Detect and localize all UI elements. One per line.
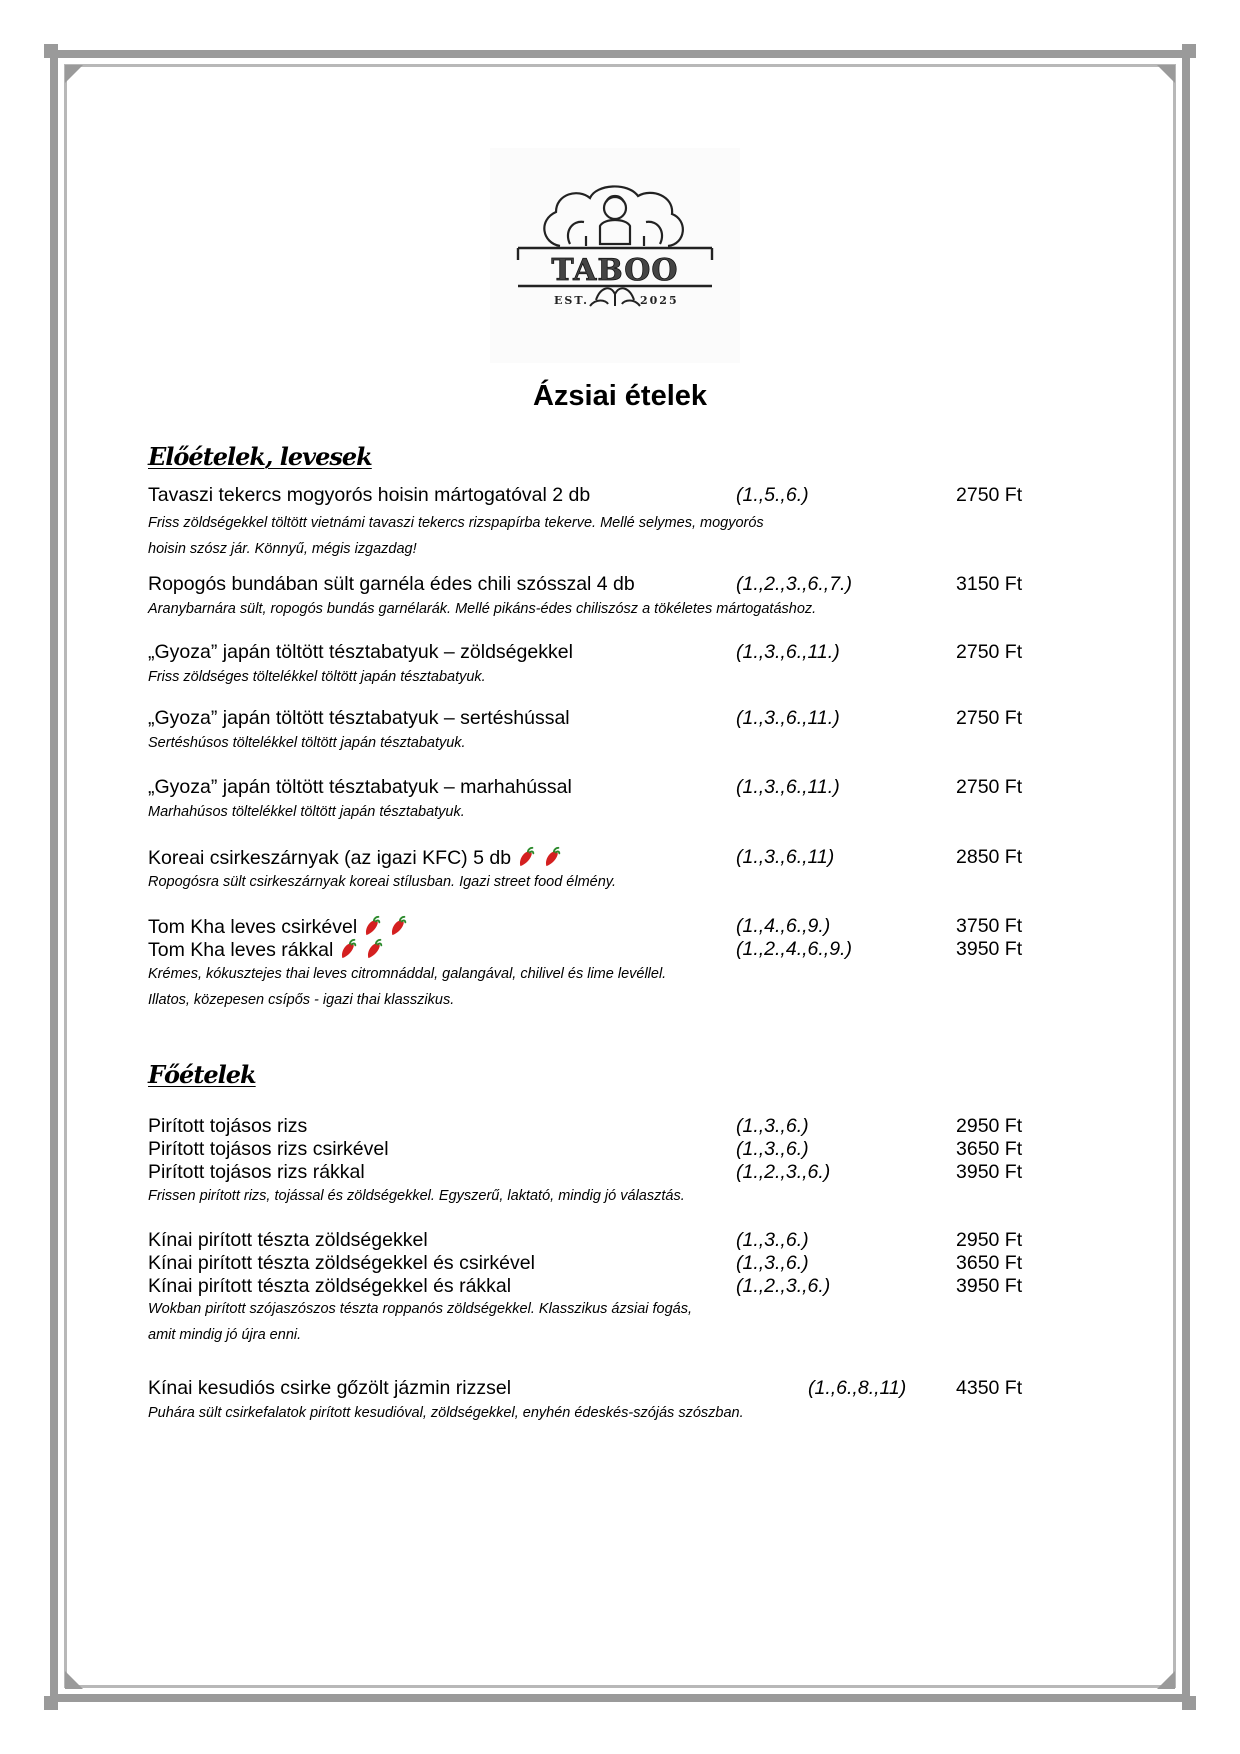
menu-item-name — [148, 573, 635, 596]
page-title: Ázsiai ételek — [532, 380, 708, 412]
menu-item-name — [148, 707, 570, 730]
section-heading — [148, 1060, 256, 1089]
menu-item-name-text: Pirított tojásos rizs rákkal — [148, 1161, 365, 1183]
description-line: Marhahúsos töltelékkel töltött japán tésztabatyuk. — [148, 804, 465, 820]
menu-item-name — [148, 846, 563, 870]
description-line: amit mindig jó újra enni. — [148, 1327, 302, 1343]
menu-item-name — [148, 1252, 535, 1275]
menu-item-description — [148, 799, 948, 825]
menu-item-description — [148, 730, 948, 756]
description-line: Puhára sült csirkefalatok pirított kesudióval, zöldségekkel, enyhén édeskés-szójás szószban. — [148, 1405, 744, 1421]
menu-item-price: 3950 Ft — [956, 938, 1023, 960]
menu-item-description — [148, 1296, 948, 1348]
menu-item-name — [148, 1115, 307, 1138]
menu-item — [148, 484, 1028, 510]
logo-est: EST. — [554, 294, 589, 307]
menu-item-name-text: Pirított tojásos rizs csirkével — [148, 1138, 389, 1160]
menu-item-price: 3150 Ft — [956, 573, 1023, 595]
menu-item-name-text: Tom Kha leves csirkével — [148, 916, 358, 938]
menu-item-price: 2750 Ft — [956, 707, 1023, 729]
menu-item-name-text: Pirított tojásos rizs — [148, 1115, 308, 1137]
chili-pepper-icon — [361, 915, 383, 937]
menu-item-allergens: (1.,3.,6.,11) — [736, 846, 835, 868]
chili-pepper-icon — [387, 915, 409, 937]
menu-item-allergens: (1.,5.,6.) — [736, 484, 809, 506]
menu-item-name — [148, 1377, 511, 1400]
menu-item-price: 2750 Ft — [956, 484, 1023, 506]
description-line: Ropogósra sült csirkeszárnyak koreai stílusban. Igazi street food élmény. — [148, 874, 616, 890]
menu-item-name-text: Kínai pirított tészta zöldségekkel és rákkal — [148, 1275, 512, 1297]
description-line: Sertéshúsos töltelékkel töltött japán tésztabatyuk. — [148, 735, 466, 751]
menu-item-name — [148, 776, 572, 799]
section-heading-text: Főételek — [148, 1060, 256, 1089]
menu-item-allergens: (1.,2.,3.,6.) — [736, 1161, 831, 1183]
menu-item-name-text: Kínai pirított tészta zöldségekkel és csirkével — [148, 1252, 535, 1274]
description-line: Illatos, közepesen csípős - igazi thai klasszikus. — [148, 992, 455, 1008]
description-line: Wokban pirított szójaszószos tészta roppanós zöldségekkel. Klasszikus ázsiai fogás, — [148, 1301, 693, 1317]
description-line: Friss zöldséges töltelékkel töltött japán tésztabatyuk. — [148, 669, 486, 685]
menu-item-name — [148, 1161, 365, 1184]
section-heading — [148, 442, 372, 471]
menu-item-price: 2850 Ft — [956, 846, 1023, 868]
menu-item-allergens: (1.,3.,6.,11.) — [736, 707, 840, 729]
menu-item-name-text: Tavaszi tekercs mogyorós hoisin mártogatóval 2 db — [148, 484, 591, 506]
frame-corner-triangle — [1157, 1671, 1175, 1689]
menu-item-price: 3650 Ft — [956, 1138, 1023, 1160]
chili-pepper-icon — [337, 938, 359, 960]
menu-item-name-text: „Gyoza” japán töltött tésztabatyuk – sertéshússal — [148, 707, 570, 729]
menu-item-name — [148, 1138, 389, 1161]
menu-item-price: 3650 Ft — [956, 1252, 1023, 1274]
description-line: Aranybarnára sült, ropogós bundás garnélarák. Mellé pikáns-édes chiliszósz a tökéletes mártogatáshoz. — [148, 601, 817, 617]
menu-item-name-text: „Gyoza” japán töltött tésztabatyuk – marhahússal — [148, 776, 572, 798]
frame-corner-triangle — [65, 65, 83, 83]
frame-corner-triangle — [1157, 65, 1175, 83]
menu-item-description — [148, 664, 948, 690]
menu-item-allergens: (1.,2.,3.,6.) — [736, 1275, 831, 1297]
menu-item-name — [148, 641, 573, 664]
frame-corner-triangle — [65, 1671, 83, 1689]
menu-item-price: 2750 Ft — [956, 776, 1023, 798]
menu-item-name-text: Kínai pirított tészta zöldségekkel — [148, 1229, 428, 1251]
menu-item-name — [148, 484, 590, 507]
menu-item-price: 2750 Ft — [956, 641, 1023, 663]
menu-item-allergens: (1.,3.,6.) — [736, 1115, 809, 1137]
menu-item-description — [148, 510, 948, 562]
menu-item-allergens: (1.,3.,6.) — [736, 1252, 809, 1274]
logo-year: 2025 — [640, 294, 679, 307]
menu-item-price: 3750 Ft — [956, 915, 1023, 937]
menu-item-description — [148, 1400, 948, 1426]
menu-item-name-text: Ropogós bundában sült garnéla édes chili szósszal 4 db — [148, 573, 635, 595]
menu-item-allergens: (1.,3.,6.,11.) — [736, 641, 840, 663]
menu-item-allergens: (1.,2.,3.,6.,7.) — [736, 573, 852, 595]
menu-item-name — [148, 938, 385, 962]
menu-item-description — [148, 596, 948, 622]
menu-item-name-text: Koreai csirkeszárnyak (az igazi KFC) 5 db — [148, 847, 512, 869]
menu-item-name — [148, 1275, 511, 1298]
logo-name: TABOO — [551, 253, 679, 288]
description-line: Frissen pirított rizs, tojással és zöldségekkel. Egyszerű, laktató, mindig jó választás. — [148, 1188, 685, 1204]
menu-item-name-text: Tom Kha leves rákkal — [148, 939, 334, 961]
chili-pepper-icon — [541, 846, 563, 868]
frame-corner-ornament — [1182, 44, 1196, 58]
restaurant-logo — [490, 148, 740, 363]
section-heading-text: Előételek, levesek — [148, 442, 372, 471]
menu-item-name — [148, 1229, 428, 1252]
menu-item-description — [148, 961, 948, 1013]
menu-item-name — [148, 915, 409, 939]
frame-corner-ornament — [44, 1696, 58, 1710]
menu-item-allergens: (1.,2.,4.,6.,9.) — [736, 938, 852, 960]
menu-item-name-text: „Gyoza” japán töltött tésztabatyuk – zöldségekkel — [148, 641, 573, 663]
chili-pepper-icon — [363, 938, 385, 960]
menu-item-allergens: (1.,4.,6.,9.) — [736, 915, 831, 937]
menu-item-price: 3950 Ft — [956, 1161, 1023, 1183]
menu-item-price: 2950 Ft — [956, 1115, 1023, 1137]
menu-item-allergens: (1.,3.,6.,11.) — [736, 776, 840, 798]
frame-corner-ornament — [44, 44, 58, 58]
menu-item-price: 3950 Ft — [956, 1275, 1023, 1297]
menu-item-name-text: Kínai kesudiós csirke gőzölt jázmin rizzsel — [148, 1377, 512, 1399]
chili-pepper-icon — [515, 846, 537, 868]
frame-corner-ornament — [1182, 1696, 1196, 1710]
description-line: Krémes, kókusztejes thai leves citromnáddal, galangával, chilivel és lime levéllel. — [148, 966, 667, 982]
menu-item-description — [148, 869, 948, 895]
chef-hat-logo-icon — [490, 148, 740, 363]
description-line: hoisin szósz jár. Könnyű, mégis izgazdag! — [148, 541, 417, 557]
menu-item-allergens: (1.,6.,8.,11) — [808, 1377, 907, 1399]
description-line: Friss zöldségekkel töltött vietnámi tavaszi tekercs rizspapírba tekerve. Mellé selymes, mogyorós — [148, 515, 764, 531]
menu-item-description — [148, 1183, 948, 1209]
menu-item-price: 2950 Ft — [956, 1229, 1023, 1251]
menu-item-allergens: (1.,3.,6.) — [736, 1229, 809, 1251]
menu-item-allergens: (1.,3.,6.) — [736, 1138, 809, 1160]
menu-item-price: 4350 Ft — [956, 1377, 1023, 1399]
